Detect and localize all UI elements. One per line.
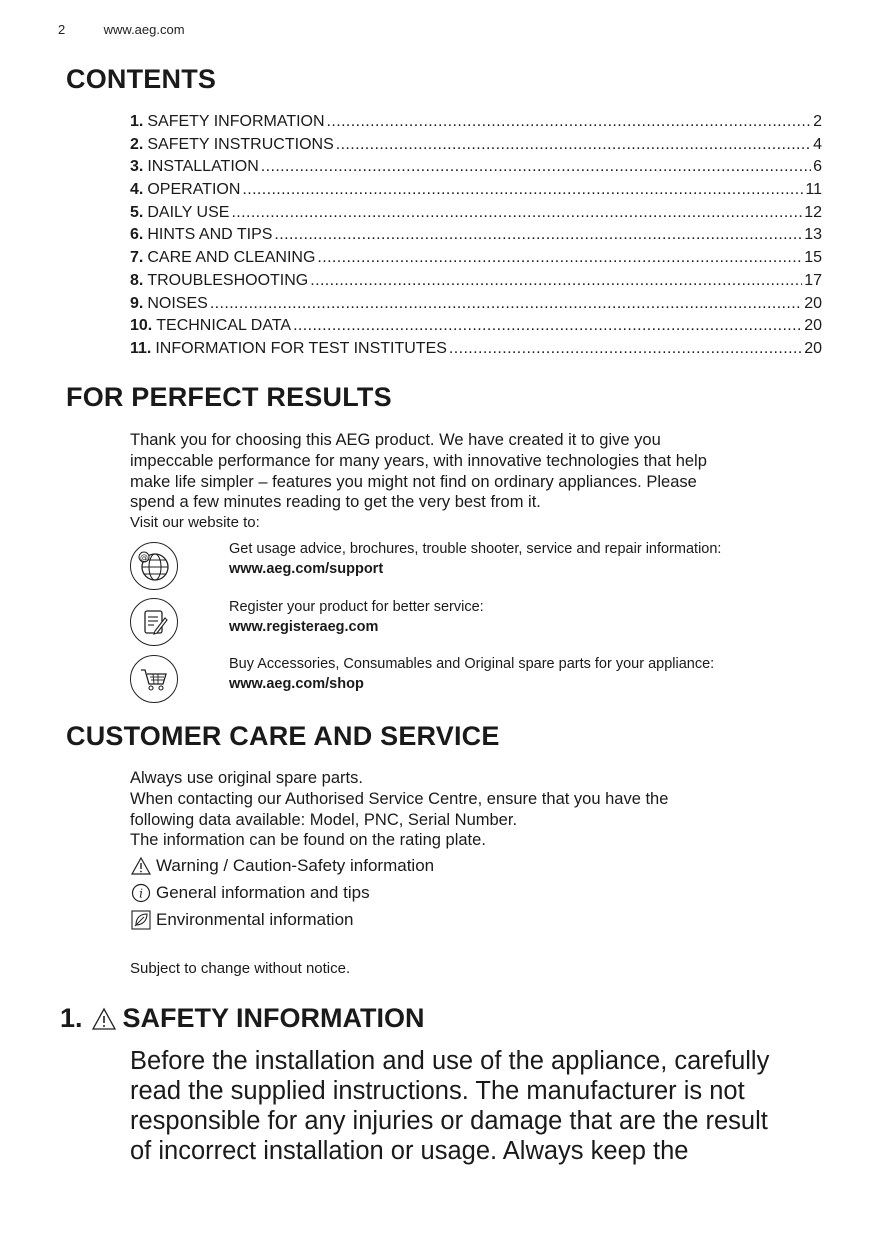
toc-item-label: CARE AND CLEANING — [147, 249, 316, 267]
toc-item-number: 9. — [130, 294, 144, 312]
safety-line: responsible for any injuries or damage that are the result — [130, 1107, 768, 1135]
toc-item-number: 11. — [130, 339, 152, 357]
toc-leader — [261, 156, 811, 179]
shop-text: Buy Accessories, Consumables and Original spare parts for your appliance: — [229, 656, 715, 672]
leaf-icon — [130, 909, 152, 931]
info-icon — [130, 882, 152, 904]
customer-care-title: CUSTOMER CARE AND SERVICE — [66, 721, 500, 751]
toc-item-label: OPERATION — [147, 181, 241, 199]
toc-item[interactable] — [130, 156, 822, 179]
toc-item-number: 7. — [130, 249, 144, 267]
toc-item[interactable] — [130, 247, 822, 270]
toc-item-page: 2 — [813, 113, 822, 130]
care-line: When contacting our Authorised Service Centre, ensure that you have the — [130, 789, 669, 808]
table-of-contents — [130, 111, 822, 361]
care-line: Always use original spare parts. — [130, 769, 363, 787]
shop-link[interactable]: www.aeg.com/shop — [229, 676, 364, 692]
register-text: Register your product for better service: — [229, 599, 484, 615]
intro-line: spend a few minutes reading to get the very best from it. — [130, 493, 541, 512]
toc-item-label: INSTALLATION — [147, 158, 259, 176]
toc-item[interactable] — [130, 179, 822, 202]
toc-item-page: 17 — [804, 271, 822, 289]
toc-item-page: 20 — [804, 294, 822, 312]
page-header — [58, 22, 185, 37]
legend-warning-label: Warning / Caution-Safety information — [156, 856, 435, 875]
intro-line: make life simpler – features you might not find on ordinary appliances. Please — [130, 472, 697, 491]
page-number: 2 — [58, 22, 66, 37]
toc-item-number: 3. — [130, 158, 144, 176]
toc-item[interactable] — [130, 315, 822, 338]
toc-item-page: 20 — [804, 339, 822, 357]
svg-text:@: @ — [140, 553, 148, 562]
toc-item[interactable] — [130, 224, 822, 247]
intro-line: Visit our website to: — [130, 514, 260, 532]
toc-item-page: 4 — [813, 135, 822, 153]
register-icon — [130, 598, 178, 646]
toc-item-label: SAFETY INSTRUCTIONS — [147, 135, 334, 153]
toc-leader — [327, 111, 812, 134]
toc-item[interactable] — [130, 270, 822, 293]
toc-leader — [210, 293, 802, 316]
toc-item[interactable] — [130, 134, 822, 157]
legend-info-label: General information and tips — [156, 883, 370, 902]
section-number: 1. — [60, 1003, 83, 1033]
website-link[interactable]: www.aeg.com — [103, 22, 185, 37]
toc-leader — [336, 134, 811, 157]
toc-item-number: 10. — [130, 317, 153, 335]
svg-text:i: i — [139, 886, 143, 901]
safety-line: Before the installation and use of the appliance, carefully — [130, 1047, 770, 1075]
legend-warning — [130, 855, 434, 877]
perfect-results-intro — [130, 430, 810, 534]
toc-leader — [449, 338, 802, 361]
support-link[interactable]: www.aeg.com/support — [229, 561, 384, 577]
legend-info — [130, 882, 370, 904]
safety-intro — [130, 1046, 830, 1166]
toc-leader — [293, 315, 802, 338]
toc-item[interactable] — [130, 111, 822, 134]
toc-item-label: INFORMATION FOR TEST INSTITUTES — [155, 339, 447, 357]
toc-item-page: 20 — [804, 317, 822, 335]
care-line: The information can be found on the rating plate. — [130, 831, 486, 850]
toc-item-label: TROUBLESHOOTING — [147, 271, 309, 289]
toc-item-label: HINTS AND TIPS — [147, 226, 273, 244]
toc-item-label: SAFETY INFORMATION — [147, 113, 325, 130]
perfect-results-title: FOR PERFECT RESULTS — [66, 382, 392, 412]
safety-line: of incorrect installation or usage. Always keep the — [130, 1137, 689, 1165]
toc-leader — [310, 270, 802, 293]
toc-leader — [242, 179, 803, 202]
toc-item-page: 13 — [804, 226, 822, 244]
customer-care-text — [130, 768, 810, 851]
warning-icon — [91, 1007, 117, 1031]
care-line: following data available: Model, PNC, Serial Number. — [130, 810, 518, 829]
toc-item-number: 8. — [130, 271, 144, 289]
safety-line: read the supplied instructions. The manufacturer is not — [130, 1077, 745, 1105]
safety-title: SAFETY INFORMATION — [122, 1003, 425, 1033]
toc-item-number: 5. — [130, 203, 144, 221]
toc-leader — [317, 247, 802, 270]
toc-item-number: 6. — [130, 226, 144, 244]
intro-line: impeccable performance for many years, with innovative technologies that help — [130, 451, 707, 470]
toc-item[interactable] — [130, 202, 822, 225]
toc-leader — [231, 202, 802, 225]
cart-icon — [130, 655, 178, 703]
globe-icon — [130, 542, 178, 590]
toc-leader — [274, 224, 802, 247]
toc-item-label: DAILY USE — [147, 203, 230, 221]
support-text: Get usage advice, brochures, trouble shooter, service and repair information: — [229, 541, 722, 557]
toc-item-label: NOISES — [147, 294, 208, 312]
intro-line: Thank you for choosing this AEG product. We have created it to give you — [130, 431, 661, 449]
toc-item-number: 2. — [130, 135, 144, 153]
toc-item-number: 4. — [130, 181, 144, 199]
contents-title: CONTENTS — [66, 64, 217, 94]
warning-icon — [130, 855, 152, 877]
legend-environment — [130, 909, 353, 931]
toc-item[interactable] — [130, 293, 822, 316]
toc-item-page: 15 — [804, 249, 822, 267]
safety-information-heading — [60, 1003, 425, 1034]
legend-environment-label: Environmental information — [156, 910, 354, 929]
toc-item-page: 12 — [804, 203, 822, 221]
toc-item-number: 1. — [130, 113, 144, 130]
toc-item-page: 6 — [813, 158, 822, 176]
toc-item-label: TECHNICAL DATA — [156, 317, 292, 335]
toc-item[interactable] — [130, 338, 822, 361]
toc-item-page: 11 — [805, 181, 822, 199]
register-link[interactable]: www.registeraeg.com — [229, 619, 379, 635]
change-notice: Subject to change without notice. — [130, 960, 351, 977]
